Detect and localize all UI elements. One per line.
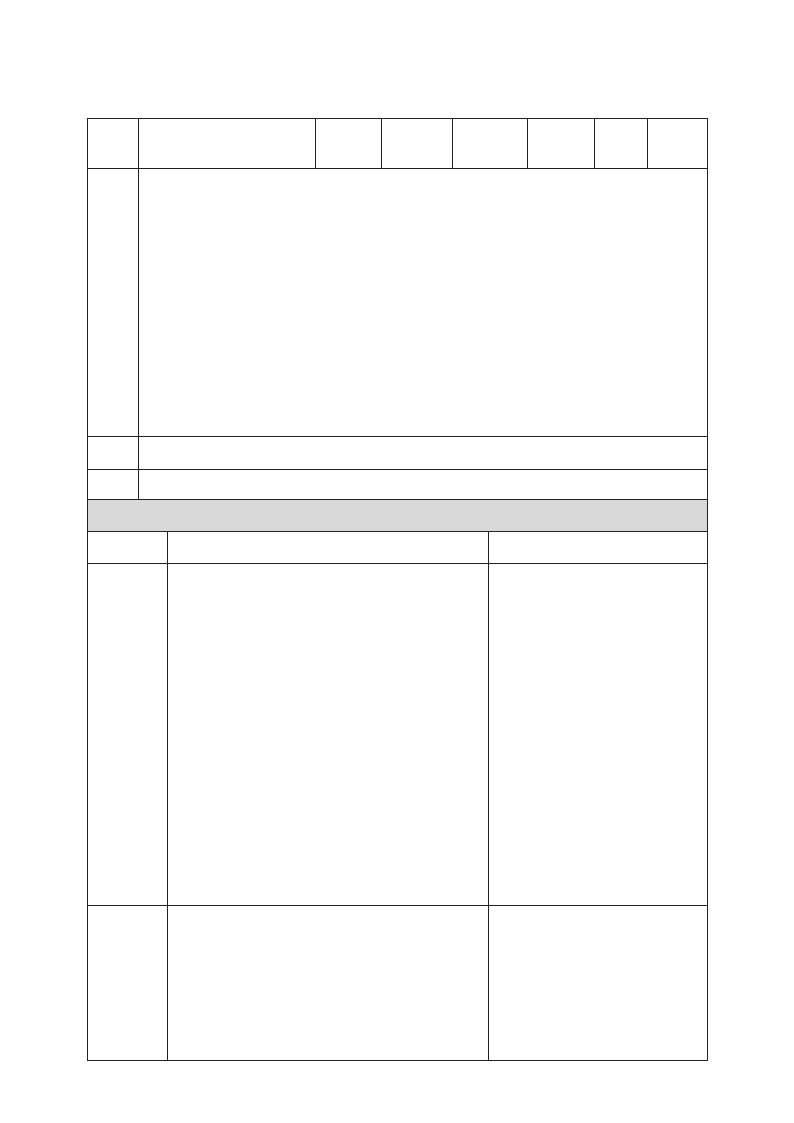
- grade-label: [595, 119, 648, 169]
- student-activity: [489, 906, 708, 1061]
- teacher-line: [174, 929, 482, 933]
- header-row: [88, 119, 708, 169]
- subject-value: [528, 119, 595, 169]
- process-title-row: [88, 500, 708, 532]
- grade-value: [648, 119, 708, 169]
- key-point-text: [139, 437, 708, 470]
- process-table: [87, 499, 708, 1061]
- column-header-teacher: [168, 532, 489, 564]
- subject-label: [453, 119, 528, 169]
- process-header-row: [88, 532, 708, 564]
- stage-name: [88, 906, 168, 1061]
- objectives-label: [88, 169, 139, 437]
- difficulty-text: [139, 470, 708, 500]
- difficulty-row: [88, 470, 708, 500]
- stage-name: [88, 564, 168, 906]
- column-header-student: [489, 532, 708, 564]
- student-activity: [489, 564, 708, 906]
- difficulty-label: [88, 470, 139, 500]
- key-point-row: [88, 437, 708, 470]
- teacher-activity: [168, 906, 489, 1061]
- unit-label: [316, 119, 382, 169]
- objectives-content: [139, 169, 708, 437]
- objectives-row: [88, 169, 708, 437]
- column-header-stage: [88, 532, 168, 564]
- unit-value: [382, 119, 453, 169]
- course-value: [139, 119, 316, 169]
- process-title: [88, 500, 708, 532]
- stage-row-intro: [88, 564, 708, 906]
- course-label: [88, 119, 139, 169]
- stage-row-teaching: [88, 906, 708, 1061]
- teacher-activity: [168, 564, 489, 906]
- info-table: [87, 118, 708, 500]
- key-point-label: [88, 437, 139, 470]
- teacher-line: [174, 607, 482, 611]
